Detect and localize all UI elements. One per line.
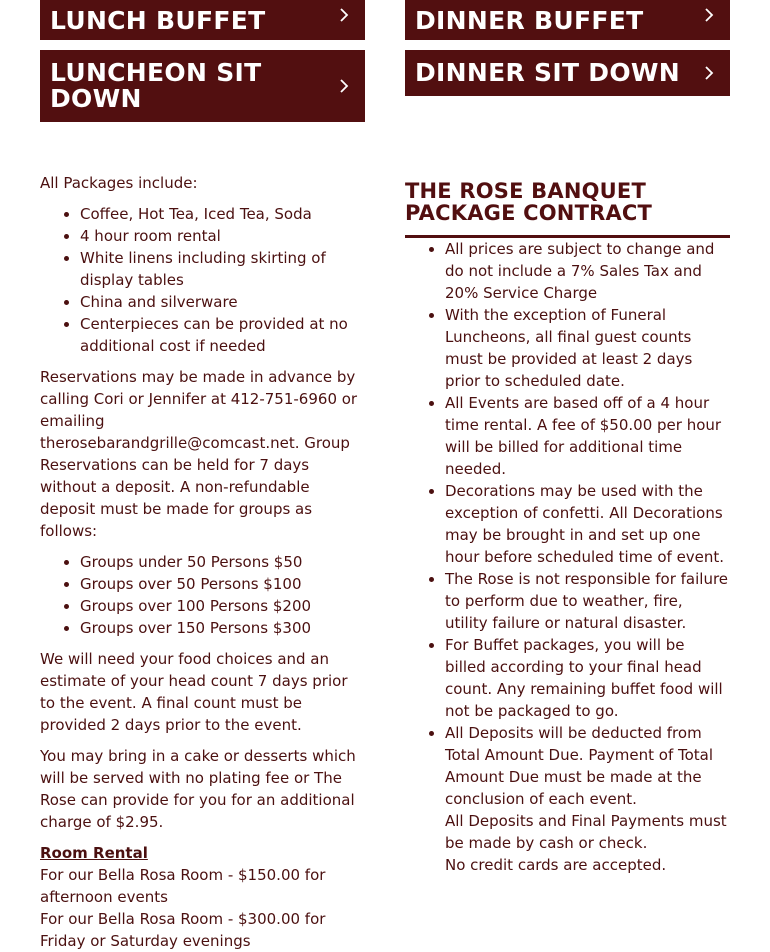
dinner-buffet-button[interactable] [405, 0, 730, 40]
chevron-right-icon [337, 79, 351, 93]
dinner-sit-down-button[interactable] [405, 50, 730, 96]
list-item: • All prices are subject to change and do not include a 7% Sales Tax and 20% Service Charge [445, 238, 730, 304]
list-item: • All Events are based off of a 4 hour time rental. A fee of $50.00 per hour will be billed for additional time needed. [445, 392, 730, 480]
room-rental-heading: Room Rental [40, 844, 148, 862]
list-item: • 4 hour room rental [80, 225, 365, 247]
desserts-text: You may bring in a cake or desserts which will be served with no plating fee or The Rose can provide for you for an additional charge of $2.95. [40, 747, 356, 831]
lunch-buffet-label: LUNCH BUFFET [50, 6, 266, 35]
packages-column [40, 172, 365, 952]
lunch-buffet-button[interactable] [40, 0, 365, 40]
payment-note: All Deposits and Final Payments must be made by cash or check. [445, 812, 727, 852]
deposits-list [40, 551, 365, 639]
list-item: • The Rose is not responsible for failure to perform due to weather, fire, utility failure or natural disaster. [445, 568, 730, 634]
list-item: • Groups over 150 Persons $300 [80, 617, 365, 639]
contract-column [405, 180, 730, 876]
contract-title: THE ROSE BANQUET PACKAGE CONTRACT [405, 180, 730, 238]
luncheon-sit-down-label: LUNCHEON SIT DOWN [50, 58, 262, 113]
list-item: • Groups over 50 Persons $100 [80, 573, 365, 595]
luncheon-sit-down-button[interactable] [40, 50, 365, 122]
list-item: • Decorations may be used with the exception of confetti. All Decorations may be brought in and set up one hour before scheduled time of event. [445, 480, 730, 568]
list-item: • For Buffet packages, you will be billed according to your final head count. Any remaining buffet food will not be packaged to go. [445, 634, 730, 722]
packages-list [40, 203, 365, 357]
chevron-right-icon [702, 66, 716, 80]
list-item: • China and silverware [80, 291, 365, 313]
list-item: • White linens including skirting of display tables [80, 247, 365, 291]
room-rental-block [40, 842, 365, 952]
list-item: • All Deposits will be deducted from Total Amount Due. Payment of Total Amount Due must be made at the conclusion of each event. [445, 722, 730, 810]
packages-intro: All Packages include: [40, 174, 198, 192]
contract-list [405, 238, 730, 810]
dinner-sit-down-label: DINNER SIT DOWN [415, 58, 680, 87]
room-rental-line: For our Bella Rosa Room - $300.00 for Friday or Saturday evenings [40, 910, 326, 950]
list-item: • Groups under 50 Persons $50 [80, 551, 365, 573]
list-item: • Coffee, Hot Tea, Iced Tea, Soda [80, 203, 365, 225]
dinner-buffet-label: DINNER BUFFET [415, 6, 644, 35]
chevron-right-icon [702, 8, 716, 22]
food-choices-text: We will need your food choices and an estimate of your head count 7 days prior to the event. A final count must be provided 2 days prior to the event. [40, 650, 348, 734]
credit-note: No credit cards are accepted. [445, 856, 667, 874]
list-item: • Groups over 100 Persons $200 [80, 595, 365, 617]
reservations-text: Reservations may be made in advance by calling Cori or Jennifer at 412-751-6960 or emailing therosebarandgrille@comcast.net. Group Reservations can be held for 7 days without a deposit. A non-refundable deposit must be made for groups as follows: [40, 368, 358, 540]
room-rental-line: For our Bella Rosa Room - $150.00 for afternoon events [40, 866, 326, 906]
list-item: • Centerpieces can be provided at no additional cost if needed [80, 313, 365, 357]
chevron-right-icon [337, 8, 351, 22]
list-item: • With the exception of Funeral Luncheons, all final guest counts must be provided at least 2 days prior to scheduled date. [445, 304, 730, 392]
